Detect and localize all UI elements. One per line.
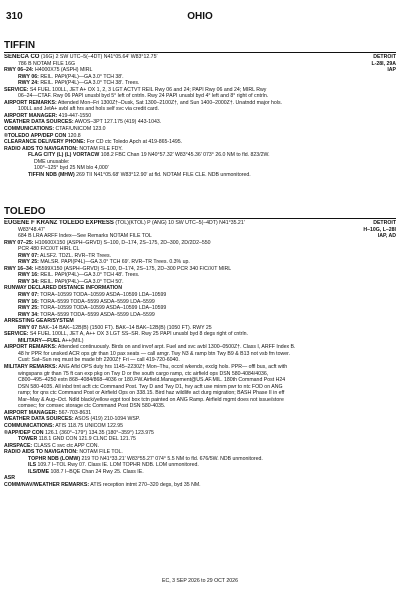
field-value: ATIS 118.75 UNICOM 122.95 (55, 422, 124, 429)
field-value: 100°–125° byd 25 NM blo 4,000′ (34, 165, 109, 172)
field-value: 100LL and JetA+ avbl aft hrs and hols self svc via credit card. (18, 106, 159, 113)
field-label: RADIO AIDS TO NAVIGATION: (4, 449, 78, 456)
field-value: 126.1 (360°–179°) 134.35 (180°–359°) 123.975 (44, 429, 154, 436)
field-label: CLEARANCE DELIVERY PHONE: (4, 139, 86, 146)
field-value: NOTAM FILE TOL. (79, 449, 123, 456)
field-value: 419-447-1550 (58, 112, 92, 119)
field-value: comsec; for comsec storage ctc Command Post DSN 580-4035. (18, 403, 166, 410)
page-number: 310 (6, 11, 23, 22)
field-value: BAK–14 BAK–12B(B) (1500 FT). BAK–14 BAK–12B(B) (1050 FT). RWY 25 (38, 324, 212, 331)
chart-reference: L-28I, 29A (371, 60, 396, 67)
field-value: CLASS C svc ctc APP CON. (33, 442, 99, 449)
field-label: AIRSPACE: (4, 442, 33, 449)
field-value: (16G) 2 SW UTC–5(–4DT) N41°05.64′ W83°12.75′ (40, 54, 158, 60)
field-label: AIRPORT MANAGER: (4, 112, 58, 119)
field-value: For CD ctc Toledo Apch at 419-865-1495. (86, 139, 183, 146)
directory-line (4, 172, 396, 179)
field-value: S4 FUEL 100LL, JET A+ OX 1, 2, 3 LGT ACTVT REIL Rwy 06 and 24; PAPI Rwy 06 and 24; MIRL Rwy (29, 86, 267, 93)
tiffin-entry (4, 54, 396, 178)
field-label: MILITARY REMARKS: (4, 364, 58, 371)
field-value: 108.2 FBC Chan 19 N40°57.32′ W83°45.36′ 073° 26.0 NM to fld. 823/2W. (100, 152, 270, 159)
field-label: RWY 16: (18, 272, 39, 279)
field-value: ALSF2. TDZL. RVR–TR Trees. (40, 252, 112, 259)
field-label: RWY 25: (18, 305, 39, 312)
field-label: COMM/NAV/WEATHER REMARKS: (4, 481, 90, 488)
field-value: 120.8 (67, 132, 81, 139)
field-value: PCR 480 F/C/X/T HIRL CL (18, 246, 80, 253)
field-label: RWY 25: (18, 259, 39, 266)
field-value: Attended continuously. Birds on and invof arpt. Fuel and svc avbl 1300–0500Z†. Class I, ARFF Index B. (57, 344, 296, 351)
field-label: ASR (4, 475, 15, 482)
field-label: RADIO AIDS TO NAVIGATION: (4, 145, 78, 152)
toledo-entry (4, 220, 396, 488)
field-value: C800–495–4250 extn 868–4084/868–4036 or 180.FW.Airfield.Management@US.AF.MIL. 180th Command Post H24 (18, 377, 286, 384)
field-label: ®TOLEDO APP/DEP CON (4, 132, 67, 139)
field-value: MALSR. PAPI(P4L)—GA 3.0° TCH 69′. RVR–TR Trees. 0.3% up. (40, 259, 190, 266)
field-value: H4000X75 (ASPH) MIRL (34, 67, 93, 74)
field-label: RWY 34: (18, 311, 39, 318)
chart-reference: H–10G, L–28I (363, 226, 396, 233)
field-label: RWY 16: (18, 298, 39, 305)
field-label: RWY 07–25: (4, 239, 34, 246)
field-label: RWY 16–34: (4, 265, 34, 272)
field-label: WEATHER DATA SOURCES: (4, 416, 74, 423)
field-label: RUNWAY DECLARED DISTANCE INFORMATION (4, 285, 122, 292)
field-value: REIL. PAPI(P4L)—GA 3.0° TCH 38′. Trees. (40, 80, 140, 87)
field-value: REIL. PAPI(P4L)—GA 3.0° TCH 50′. (40, 278, 124, 285)
field-value: ANG Afld OPS duty hrs 1145–2230Z† Mon–Thu, occnl wkends, exclg hols. PPR— offl bus, acft with (58, 364, 288, 371)
state-title: OHIO (187, 11, 213, 22)
field-value: Cust: Sat–Sun req must be made bfr 2200Z† Fri — call 419-720-6040. (18, 357, 180, 364)
field-value: 118.1 GND CON 121.9 CLNC DEL 121.75 (38, 436, 136, 443)
field-value: Mar–May & Aug–Oct. Ndld black/yellow egpt tool box tctn painted on ANG Ramp. Airfield mgmt does not issue/store (18, 396, 284, 403)
field-value: 219 TO N41°33.21′ W83°55.27′ 074° 5.5 NM to fld. 676/5W. NDB unmonitored. (81, 455, 263, 462)
field-value: 109.7 I–TOL Rwy 07. Class IE. LOM TOPHR NDB. LOM unmonitored. (37, 462, 199, 469)
field-label: ILS/DME (28, 468, 50, 475)
field-value: ATIS reception intmt 270–320 degs, byd 35 NM. (90, 481, 201, 488)
field-label: MILITARY—FUEL (18, 337, 61, 344)
field-value: H10600X150 (ASPH–GRVD) S–100, D–174, 2S–175, 2D–300, 2D/2D2–550 (34, 239, 211, 246)
field-label: TOPHR NDB (LOMW) (28, 455, 81, 462)
page-footer: EC, 3 SEP 2026 to 29 OCT 2026 (162, 578, 238, 584)
field-value: H5599X150 (ASPH–GRVD) S–100, D–174, 2S–175, 2D–300 PCR 340 F/C/X/T MIRL (34, 265, 232, 272)
city-header-tiffin: TIFFIN (4, 40, 396, 53)
field-label: RWY 06: (18, 73, 39, 80)
airport-name: EUGENE F KRANZ TOLEDO EXPRESS (4, 220, 114, 226)
field-label: FLAG CITY (L) (L) VORTACW (28, 152, 100, 159)
field-label: ®APP/DEP CON (4, 429, 44, 436)
field-label: COMMUNICATIONS: (4, 422, 55, 429)
field-label: ILS (28, 462, 37, 469)
field-value: (TOL)(KTOL) P (ANG) 10 SW UTC–5(–4DT) N41°35.21′ (115, 220, 245, 226)
chart-reference: IAP (387, 67, 396, 74)
field-value: TORA–5599 TODA–5599 ASDA–5599 LDA–5599 (40, 311, 155, 318)
field-value: NOTAM FILE FDY. (79, 145, 123, 152)
field-value: ASOS (419) 210-1094 WSP. (74, 416, 141, 423)
field-value: REIL. PAPI(P4L)—GA 3.0° TCH 38′. (40, 73, 124, 80)
field-value: Attended Mon–Fri 1300Z†–Dusk, Sat 1300–2100Z†, and Sun 1400–2000Z†. Unatndd major hols. (57, 99, 282, 106)
field-value: TORA–10599 TODA–10599 ASDA–10599 LDA–10599 (40, 292, 167, 299)
field-value: REIL. PAPI(P4L)—GA 3.0° TCH 48′. Trees. (40, 272, 140, 279)
field-label: AIRPORT MANAGER: (4, 409, 58, 416)
field-value: AWOS–3PT 127.175 (419) 443-1043. (74, 119, 162, 126)
field-label: COMMUNICATIONS: (4, 126, 55, 133)
field-label: RWY 07 (18, 324, 38, 331)
field-label: RWY 07: (18, 252, 39, 259)
field-label: RWY 24: (18, 80, 39, 87)
field-value: 06–24—CTAF. Rwy 06 PAPI unusbl byd 5° left of cntrln. Rwy 24 PAPI unusbl byd 4° left and 8° right of cntrln. (18, 93, 269, 100)
field-label: SERVICE: (4, 86, 29, 93)
airport-name: SENECA CO (4, 54, 40, 60)
field-value: 48 hr PPR for unsked ACR ops gtr than 10 pax seats — call arngr. Twy N3 & ramp btn Twy B9 & B13 not vsb fm tower. (18, 350, 290, 357)
field-value: wingspans gtr than 75 ft can exp pkg on Twy D or the south cargo ramp, ctc airfield ops DSN 580-4084/4036, (18, 370, 269, 377)
field-value: 684 B LRA ARFF Index—See Remarks NOTAM FILE TOL (18, 233, 152, 240)
field-value: A++(MIL) (61, 337, 84, 344)
field-value: ramp; for qns ctc Command Post or Airfield Ops on 338.15. Bird haz wildlife act durg migration; BASH Phase II in eff (18, 390, 285, 397)
field-value: DSN 580-4035. All inbd trnt acft ctc Command Post. Twy D and Twy D1, hvy acft use minm pwr to ntc FOD on ANG (18, 383, 283, 390)
chart-reference: IAP, AD (377, 233, 396, 240)
field-label: AIRPORT REMARKS: (4, 99, 57, 106)
field-value: W83°48.47′ (18, 226, 45, 233)
field-label: AIRPORT REMARKS: (4, 344, 57, 351)
field-value: 567-703-8631 (58, 409, 92, 416)
chart-reference: DETROIT (373, 220, 396, 226)
city-header-toledo: TOLEDO (4, 206, 396, 219)
field-label: SERVICE: (4, 331, 29, 338)
chart-references (371, 54, 396, 74)
field-value: TORA–5599 TODA–5599 ASDA–5599 LDA–5599 (40, 298, 155, 305)
field-label: RWY 06–24: (4, 67, 34, 74)
page-header (0, 0, 400, 26)
field-label: ARRESTING GEAR/SYSTEM (4, 318, 74, 325)
field-label: TOWER (18, 436, 38, 443)
field-label: WEATHER DATA SOURCES: (4, 119, 74, 126)
field-value: 269 TII N41°05.68′ W83°12.90′ at fld. NOTAM FILE CLE. NDB unmonitored. (76, 171, 251, 178)
field-label: RWY 07: (18, 292, 39, 299)
directory-line (4, 482, 396, 489)
chart-references (363, 220, 396, 240)
field-label: TIFFIN NDB (MHW) (28, 171, 75, 178)
field-value: DME unusable: (34, 158, 70, 165)
chart-reference: DETROIT (373, 54, 396, 60)
field-label: RWY 34: (18, 278, 39, 285)
field-value: 786 B NOTAM FILE 16G (18, 60, 75, 67)
field-value: CTAF/UNICOM 123.0 (55, 126, 106, 133)
field-value: TORA–10599 TODA–10599 ASDA–10599 LDA–10599 (40, 305, 167, 312)
field-value: 108.7 I–BQE Chan 24 Rwy 25. Class IE. (50, 468, 144, 475)
field-value: S4 FUEL 100LL, JET A, A++ OX 3 LGT SS–SR. Rwy 25 PAPI unusbl byd 8 degs right of cntrln. (29, 331, 248, 338)
